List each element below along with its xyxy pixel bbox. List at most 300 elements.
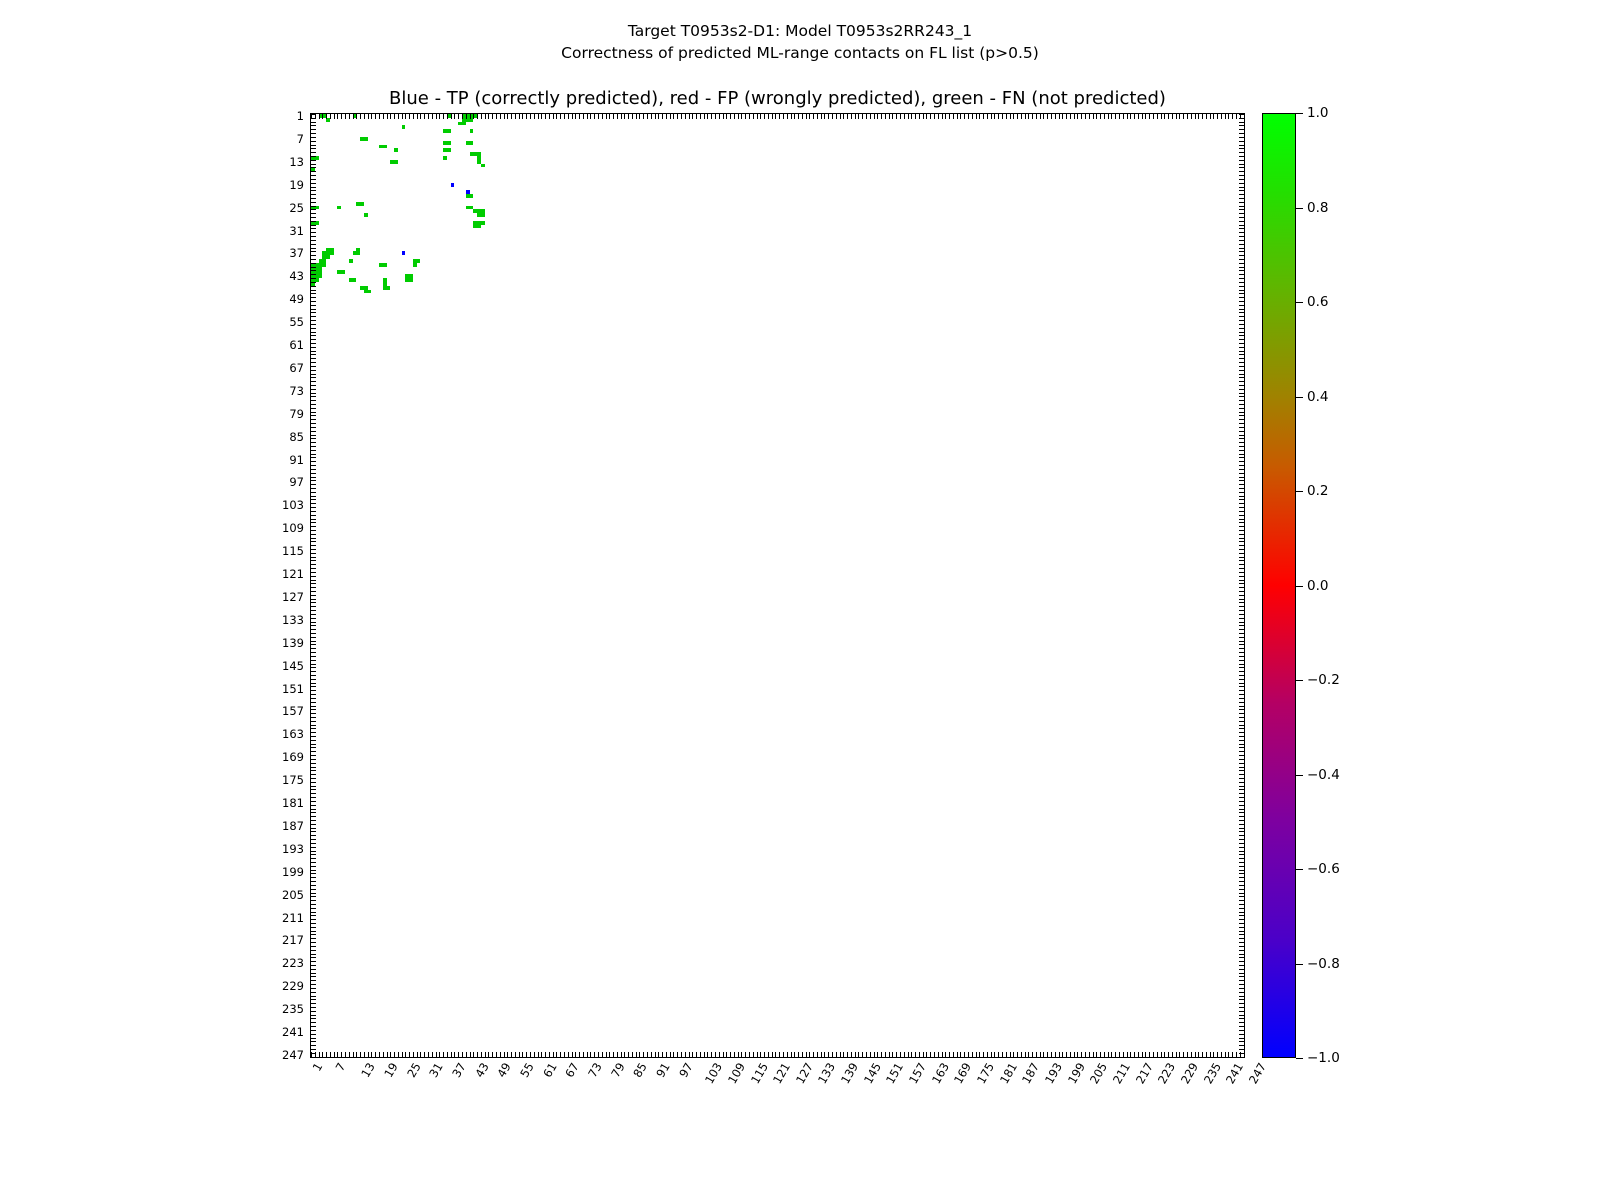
y-axis-minor-tick xyxy=(1239,213,1244,214)
y-axis-minor-tick xyxy=(1239,736,1244,737)
y-axis-minor-tick xyxy=(311,568,316,569)
y-axis-minor-tick xyxy=(311,755,316,756)
x-axis-minor-tick xyxy=(511,114,512,119)
y-axis-minor-tick xyxy=(311,927,316,928)
y-axis-minor-tick xyxy=(1239,851,1244,852)
x-axis-minor-tick xyxy=(806,114,807,119)
y-axis-minor-tick xyxy=(311,255,316,256)
y-axis-minor-tick xyxy=(311,770,316,771)
y-axis-minor-tick xyxy=(1239,1011,1244,1012)
y-axis-minor-tick xyxy=(311,706,316,707)
y-axis-minor-tick xyxy=(1239,339,1244,340)
x-tick-label: 181 xyxy=(996,1060,1020,1087)
x-axis-minor-tick xyxy=(1006,1052,1007,1057)
x-axis-minor-tick xyxy=(488,114,489,119)
y-axis-minor-tick xyxy=(311,820,316,821)
y-axis-minor-tick xyxy=(1239,560,1244,561)
y-axis-minor-tick xyxy=(1239,477,1244,478)
contact-cell xyxy=(470,194,474,198)
x-axis-minor-tick xyxy=(968,1052,969,1057)
x-axis-minor-tick xyxy=(1093,114,1094,119)
y-axis-minor-tick xyxy=(311,1038,316,1039)
y-axis-minor-tick xyxy=(1239,805,1244,806)
x-axis-minor-tick xyxy=(821,114,822,119)
y-tick-label: 103 xyxy=(282,498,304,513)
contact-cell xyxy=(337,206,341,210)
x-axis-minor-tick xyxy=(957,1052,958,1057)
y-axis-minor-tick xyxy=(1239,725,1244,726)
y-tick-label: 181 xyxy=(282,796,304,811)
x-axis-minor-tick xyxy=(1066,114,1067,119)
y-axis-minor-tick xyxy=(1239,171,1244,172)
x-axis-minor-tick xyxy=(568,1052,569,1057)
x-axis-minor-tick xyxy=(945,114,946,119)
y-axis-minor-tick xyxy=(1239,335,1244,336)
x-axis-minor-tick xyxy=(1077,114,1078,119)
x-axis-minor-tick xyxy=(1217,1052,1218,1057)
x-axis-minor-tick xyxy=(809,1052,810,1057)
y-axis-minor-tick xyxy=(1239,125,1244,126)
y-axis-minor-tick xyxy=(1239,656,1244,657)
x-axis-minor-tick xyxy=(1183,114,1184,119)
x-axis-minor-tick xyxy=(1040,114,1041,119)
x-axis-minor-tick xyxy=(877,1052,878,1057)
x-axis-minor-tick xyxy=(1017,1052,1018,1057)
colorbar-tick-label: −0.4 xyxy=(1307,766,1340,783)
colorbar-tick-label: 1.0 xyxy=(1307,105,1329,121)
x-axis-minor-tick xyxy=(960,114,961,119)
x-axis-minor-tick xyxy=(1134,114,1135,119)
x-axis-minor-tick xyxy=(349,114,350,119)
y-axis-minor-tick xyxy=(1239,194,1244,195)
y-axis-minor-tick xyxy=(1239,240,1244,241)
x-axis-minor-tick xyxy=(1006,114,1007,119)
x-axis-minor-tick xyxy=(681,1052,682,1057)
y-axis-minor-tick xyxy=(1239,866,1244,867)
x-axis-minor-tick xyxy=(734,114,735,119)
x-axis-minor-tick xyxy=(402,114,403,119)
x-axis-minor-tick xyxy=(1123,114,1124,119)
x-axis-minor-tick xyxy=(1210,1052,1211,1057)
y-axis-minor-tick xyxy=(311,606,316,607)
y-axis-minor-tick xyxy=(311,370,316,371)
x-axis-minor-tick xyxy=(466,114,467,119)
contact-cell xyxy=(341,270,345,274)
y-axis-minor-tick xyxy=(1239,660,1244,661)
y-axis-minor-tick xyxy=(1239,767,1244,768)
y-axis-minor-tick xyxy=(311,1030,316,1031)
x-axis-minor-tick xyxy=(1145,1052,1146,1057)
y-axis-minor-tick xyxy=(1239,263,1244,264)
y-axis-minor-tick xyxy=(1239,564,1244,565)
y-axis-minor-tick xyxy=(311,209,316,210)
x-axis-minor-tick xyxy=(753,114,754,119)
x-axis-minor-tick xyxy=(390,114,391,119)
x-axis-minor-tick xyxy=(711,114,712,119)
x-axis-minor-tick xyxy=(764,1052,765,1057)
y-axis-minor-tick xyxy=(311,801,316,802)
contact-cell xyxy=(451,183,455,187)
y-axis-minor-tick xyxy=(1239,938,1244,939)
x-axis-minor-tick xyxy=(749,1052,750,1057)
y-axis-minor-tick xyxy=(311,442,316,443)
contact-cell xyxy=(447,141,451,145)
colorbar-tick xyxy=(1296,964,1303,965)
x-tick-label: 19 xyxy=(381,1060,401,1080)
x-tick-label: 73 xyxy=(585,1060,605,1080)
y-axis-minor-tick xyxy=(311,125,316,126)
x-axis-minor-tick xyxy=(594,1052,595,1057)
x-axis-minor-tick xyxy=(930,1052,931,1057)
x-axis-minor-tick xyxy=(454,1052,455,1057)
x-axis-minor-tick xyxy=(934,114,935,119)
x-axis-minor-tick xyxy=(1183,1052,1184,1057)
colorbar-tick xyxy=(1296,1058,1303,1059)
x-axis-minor-tick xyxy=(960,1052,961,1057)
x-axis-minor-tick xyxy=(356,114,357,119)
y-axis-minor-tick xyxy=(311,889,316,890)
y-axis-minor-tick xyxy=(1239,671,1244,672)
y-axis-minor-tick xyxy=(311,293,316,294)
y-axis-minor-tick xyxy=(311,435,316,436)
x-axis-minor-tick xyxy=(832,114,833,119)
x-axis-minor-tick xyxy=(908,114,909,119)
x-axis-minor-tick xyxy=(424,114,425,119)
y-tick-label: 7 xyxy=(296,132,304,146)
y-axis-minor-tick xyxy=(1239,400,1244,401)
y-axis-minor-tick xyxy=(1239,305,1244,306)
y-axis-minor-tick xyxy=(1239,961,1244,962)
y-axis-minor-tick xyxy=(1239,839,1244,840)
x-axis-minor-tick xyxy=(515,1052,516,1057)
x-axis-minor-tick xyxy=(1240,114,1241,119)
x-axis-minor-tick xyxy=(658,114,659,119)
y-axis-minor-tick xyxy=(1239,351,1244,352)
colorbar-tick xyxy=(1296,775,1303,776)
y-axis-minor-tick xyxy=(1239,286,1244,287)
y-axis-minor-tick xyxy=(311,996,316,997)
x-axis-minor-tick xyxy=(334,114,335,119)
y-axis-minor-tick xyxy=(311,656,316,657)
y-axis-minor-tick xyxy=(311,763,316,764)
x-axis-minor-tick xyxy=(957,114,958,119)
y-tick-label: 121 xyxy=(282,567,304,582)
y-axis-minor-tick xyxy=(1239,644,1244,645)
y-axis-minor-tick xyxy=(1239,717,1244,718)
x-axis-minor-tick xyxy=(655,114,656,119)
x-axis-minor-tick xyxy=(843,1052,844,1057)
contact-cell xyxy=(413,263,417,267)
x-axis-minor-tick xyxy=(874,1052,875,1057)
y-axis-minor-tick xyxy=(311,1015,316,1016)
x-axis-minor-tick xyxy=(904,114,905,119)
y-tick-label: 19 xyxy=(289,177,304,192)
y-axis-minor-tick xyxy=(1239,320,1244,321)
x-axis-minor-tick xyxy=(1176,1052,1177,1057)
x-axis-minor-tick xyxy=(877,114,878,119)
x-axis-minor-tick xyxy=(443,114,444,119)
x-axis-minor-tick xyxy=(1104,1052,1105,1057)
y-axis-minor-tick xyxy=(1239,511,1244,512)
y-axis-minor-tick xyxy=(311,160,316,161)
x-axis-minor-tick xyxy=(1161,114,1162,119)
contact-cell xyxy=(409,278,413,282)
x-axis-minor-tick xyxy=(828,114,829,119)
x-axis-minor-tick xyxy=(707,114,708,119)
colorbar-tick-label: 0.0 xyxy=(1307,577,1329,594)
contact-cell xyxy=(477,225,481,229)
y-axis-minor-tick xyxy=(1239,893,1244,894)
y-axis-minor-tick xyxy=(1239,728,1244,729)
x-tick-label: 133 xyxy=(815,1060,839,1087)
y-axis-minor-tick xyxy=(1239,793,1244,794)
x-axis-minor-tick xyxy=(1191,1052,1192,1057)
y-axis-minor-tick xyxy=(1239,828,1244,829)
y-axis-minor-tick xyxy=(311,358,316,359)
x-axis-minor-tick xyxy=(1142,114,1143,119)
y-axis-minor-tick xyxy=(1239,625,1244,626)
y-axis-minor-tick xyxy=(311,721,316,722)
y-tick-label: 163 xyxy=(282,727,304,742)
y-axis-minor-tick xyxy=(1239,347,1244,348)
y-axis-minor-tick xyxy=(1239,122,1244,123)
y-axis-minor-tick xyxy=(1239,942,1244,943)
y-axis-minor-tick xyxy=(311,217,316,218)
x-axis-minor-tick xyxy=(564,1052,565,1057)
x-axis-minor-tick xyxy=(488,1052,489,1057)
x-axis-minor-tick xyxy=(998,1052,999,1057)
x-axis-minor-tick xyxy=(855,114,856,119)
y-axis-minor-tick xyxy=(311,354,316,355)
contact-cell xyxy=(394,148,398,152)
x-axis-minor-tick xyxy=(519,1052,520,1057)
x-axis-minor-tick xyxy=(522,1052,523,1057)
x-axis-minor-tick xyxy=(972,114,973,119)
x-axis-minor-tick xyxy=(994,114,995,119)
x-axis-minor-tick xyxy=(987,114,988,119)
y-axis-minor-tick xyxy=(311,610,316,611)
x-axis-minor-tick xyxy=(768,114,769,119)
x-tick-label: 217 xyxy=(1132,1060,1156,1087)
x-axis-minor-tick xyxy=(496,114,497,119)
y-axis-minor-tick xyxy=(1239,309,1244,310)
x-axis-minor-tick xyxy=(1206,114,1207,119)
y-axis-minor-tick xyxy=(1239,587,1244,588)
x-axis-minor-tick xyxy=(832,1052,833,1057)
colorbar-tick xyxy=(1296,302,1303,303)
x-axis-minor-tick xyxy=(1210,114,1211,119)
contact-map-plot[interactable] xyxy=(310,113,1245,1058)
y-axis-minor-tick xyxy=(1239,896,1244,897)
y-axis-minor-tick xyxy=(1239,549,1244,550)
x-axis-minor-tick xyxy=(458,1052,459,1057)
axes-title: Blue - TP (correctly predicted), red - FP (wrongly predicted), green - FN (not predicted) xyxy=(389,88,1166,109)
x-axis-minor-tick xyxy=(689,114,690,119)
y-axis-minor-tick xyxy=(311,511,316,512)
y-axis-minor-tick xyxy=(311,270,316,271)
y-axis-minor-tick xyxy=(311,999,316,1000)
contact-cell xyxy=(356,251,360,255)
y-axis-minor-tick xyxy=(311,660,316,661)
y-axis-minor-tick xyxy=(311,992,316,993)
y-axis-minor-tick xyxy=(311,309,316,310)
x-axis-minor-tick xyxy=(828,1052,829,1057)
y-axis-minor-tick xyxy=(311,828,316,829)
x-axis-minor-tick xyxy=(1206,1052,1207,1057)
x-axis-minor-tick xyxy=(1085,1052,1086,1057)
y-axis-minor-tick xyxy=(1239,217,1244,218)
y-axis-minor-tick xyxy=(1239,957,1244,958)
x-axis-minor-tick xyxy=(1013,114,1014,119)
y-axis-minor-tick xyxy=(311,328,316,329)
x-axis-minor-tick xyxy=(885,1052,886,1057)
colorbar-tick xyxy=(1296,208,1303,209)
y-axis-minor-tick xyxy=(1239,732,1244,733)
y-axis-minor-tick xyxy=(1239,984,1244,985)
y-axis-minor-tick xyxy=(1239,492,1244,493)
y-axis-minor-tick xyxy=(311,812,316,813)
y-axis-minor-tick xyxy=(311,614,316,615)
x-axis-minor-tick xyxy=(1202,1052,1203,1057)
x-axis-minor-tick xyxy=(1198,1052,1199,1057)
x-axis-minor-tick xyxy=(477,114,478,119)
y-axis-minor-tick xyxy=(1239,385,1244,386)
x-tick-label: 91 xyxy=(653,1060,673,1080)
y-axis-minor-tick xyxy=(311,873,316,874)
x-tick-label: 49 xyxy=(494,1060,515,1080)
y-axis-minor-tick xyxy=(311,667,316,668)
y-axis-minor-tick xyxy=(311,465,316,466)
x-axis-minor-tick xyxy=(500,1052,501,1057)
x-axis-minor-tick xyxy=(417,114,418,119)
x-axis-minor-tick xyxy=(840,1052,841,1057)
y-axis-minor-tick xyxy=(1239,503,1244,504)
colorbar-tick xyxy=(1296,397,1303,398)
x-axis-minor-tick xyxy=(1123,1052,1124,1057)
x-axis-minor-tick xyxy=(1002,114,1003,119)
contact-cell xyxy=(383,263,387,267)
x-axis-minor-tick xyxy=(1066,1052,1067,1057)
y-axis-minor-tick xyxy=(311,183,316,184)
y-axis-minor-tick xyxy=(311,969,316,970)
x-axis-minor-tick xyxy=(704,114,705,119)
x-axis-minor-tick xyxy=(783,114,784,119)
x-axis-minor-tick xyxy=(436,114,437,119)
y-axis-minor-tick xyxy=(1239,1034,1244,1035)
x-axis-minor-tick xyxy=(938,114,939,119)
x-axis-minor-tick xyxy=(1021,1052,1022,1057)
x-axis-minor-tick xyxy=(923,114,924,119)
y-axis-minor-tick xyxy=(311,698,316,699)
y-axis-minor-tick xyxy=(311,984,316,985)
x-axis-minor-tick xyxy=(379,1052,380,1057)
x-axis-minor-tick xyxy=(775,114,776,119)
x-axis-minor-tick xyxy=(1142,1052,1143,1057)
contact-cell xyxy=(470,141,474,145)
x-axis-minor-tick xyxy=(451,1052,452,1057)
x-axis-minor-tick xyxy=(775,1052,776,1057)
x-axis-minor-tick xyxy=(715,1052,716,1057)
x-axis-minor-tick xyxy=(998,114,999,119)
y-axis-minor-tick xyxy=(311,694,316,695)
x-axis-minor-tick xyxy=(432,1052,433,1057)
y-axis-minor-tick xyxy=(311,870,316,871)
y-axis-minor-tick xyxy=(311,767,316,768)
y-axis-minor-tick xyxy=(311,335,316,336)
y-axis-minor-tick xyxy=(311,1034,316,1035)
y-axis-minor-tick xyxy=(1239,274,1244,275)
x-axis-minor-tick xyxy=(889,1052,890,1057)
x-axis-minor-tick xyxy=(470,1052,471,1057)
y-axis-minor-tick xyxy=(1239,816,1244,817)
x-axis-minor-tick xyxy=(643,1052,644,1057)
y-axis-minor-tick xyxy=(1239,999,1244,1000)
y-axis-minor-tick xyxy=(311,145,316,146)
y-axis-minor-tick xyxy=(311,278,316,279)
x-axis-minor-tick xyxy=(1108,114,1109,119)
y-axis-minor-tick xyxy=(1239,973,1244,974)
x-axis-minor-tick xyxy=(628,1052,629,1057)
x-axis-minor-tick xyxy=(1111,1052,1112,1057)
y-axis-minor-tick xyxy=(1239,145,1244,146)
y-axis-minor-tick xyxy=(1239,408,1244,409)
y-axis-minor-tick xyxy=(1239,507,1244,508)
x-axis-minor-tick xyxy=(1202,114,1203,119)
y-axis-minor-tick xyxy=(1239,366,1244,367)
y-axis-minor-tick xyxy=(1239,667,1244,668)
y-axis-minor-tick xyxy=(311,156,316,157)
y-axis-minor-tick xyxy=(311,954,316,955)
y-axis-minor-tick xyxy=(311,572,316,573)
y-axis-minor-tick xyxy=(311,129,316,130)
x-axis-minor-tick xyxy=(639,1052,640,1057)
y-axis-minor-tick xyxy=(1239,854,1244,855)
y-axis-minor-tick xyxy=(1239,923,1244,924)
x-axis-minor-tick xyxy=(741,114,742,119)
y-axis-minor-tick xyxy=(311,904,316,905)
x-axis-minor-tick xyxy=(1232,1052,1233,1057)
x-axis-minor-tick xyxy=(609,114,610,119)
y-axis-minor-tick xyxy=(311,297,316,298)
x-axis-minor-tick xyxy=(942,114,943,119)
x-axis-minor-tick xyxy=(383,1052,384,1057)
x-axis-minor-tick xyxy=(938,1052,939,1057)
x-axis-minor-tick xyxy=(428,1052,429,1057)
contact-cell xyxy=(481,213,485,217)
y-tick-label: 211 xyxy=(282,910,304,925)
y-axis-minor-tick xyxy=(1239,370,1244,371)
y-axis-minor-tick xyxy=(1239,1026,1244,1027)
x-axis-minor-tick xyxy=(673,114,674,119)
contact-cell xyxy=(387,286,391,290)
y-axis-minor-tick xyxy=(311,728,316,729)
y-axis-minor-tick xyxy=(311,923,316,924)
y-axis-minor-tick xyxy=(311,324,316,325)
y-axis-minor-tick xyxy=(311,973,316,974)
y-axis-minor-tick xyxy=(1239,610,1244,611)
y-axis-minor-tick xyxy=(311,133,316,134)
y-axis-minor-tick xyxy=(1239,450,1244,451)
y-axis-minor-tick xyxy=(311,339,316,340)
y-axis-minor-tick xyxy=(311,782,316,783)
x-axis-minor-tick xyxy=(1047,1052,1048,1057)
y-axis-minor-tick xyxy=(311,290,316,291)
x-axis-minor-tick xyxy=(1104,114,1105,119)
x-axis-minor-tick xyxy=(398,114,399,119)
x-axis-minor-tick xyxy=(337,114,338,119)
y-axis-minor-tick xyxy=(311,881,316,882)
x-axis-minor-tick xyxy=(824,114,825,119)
